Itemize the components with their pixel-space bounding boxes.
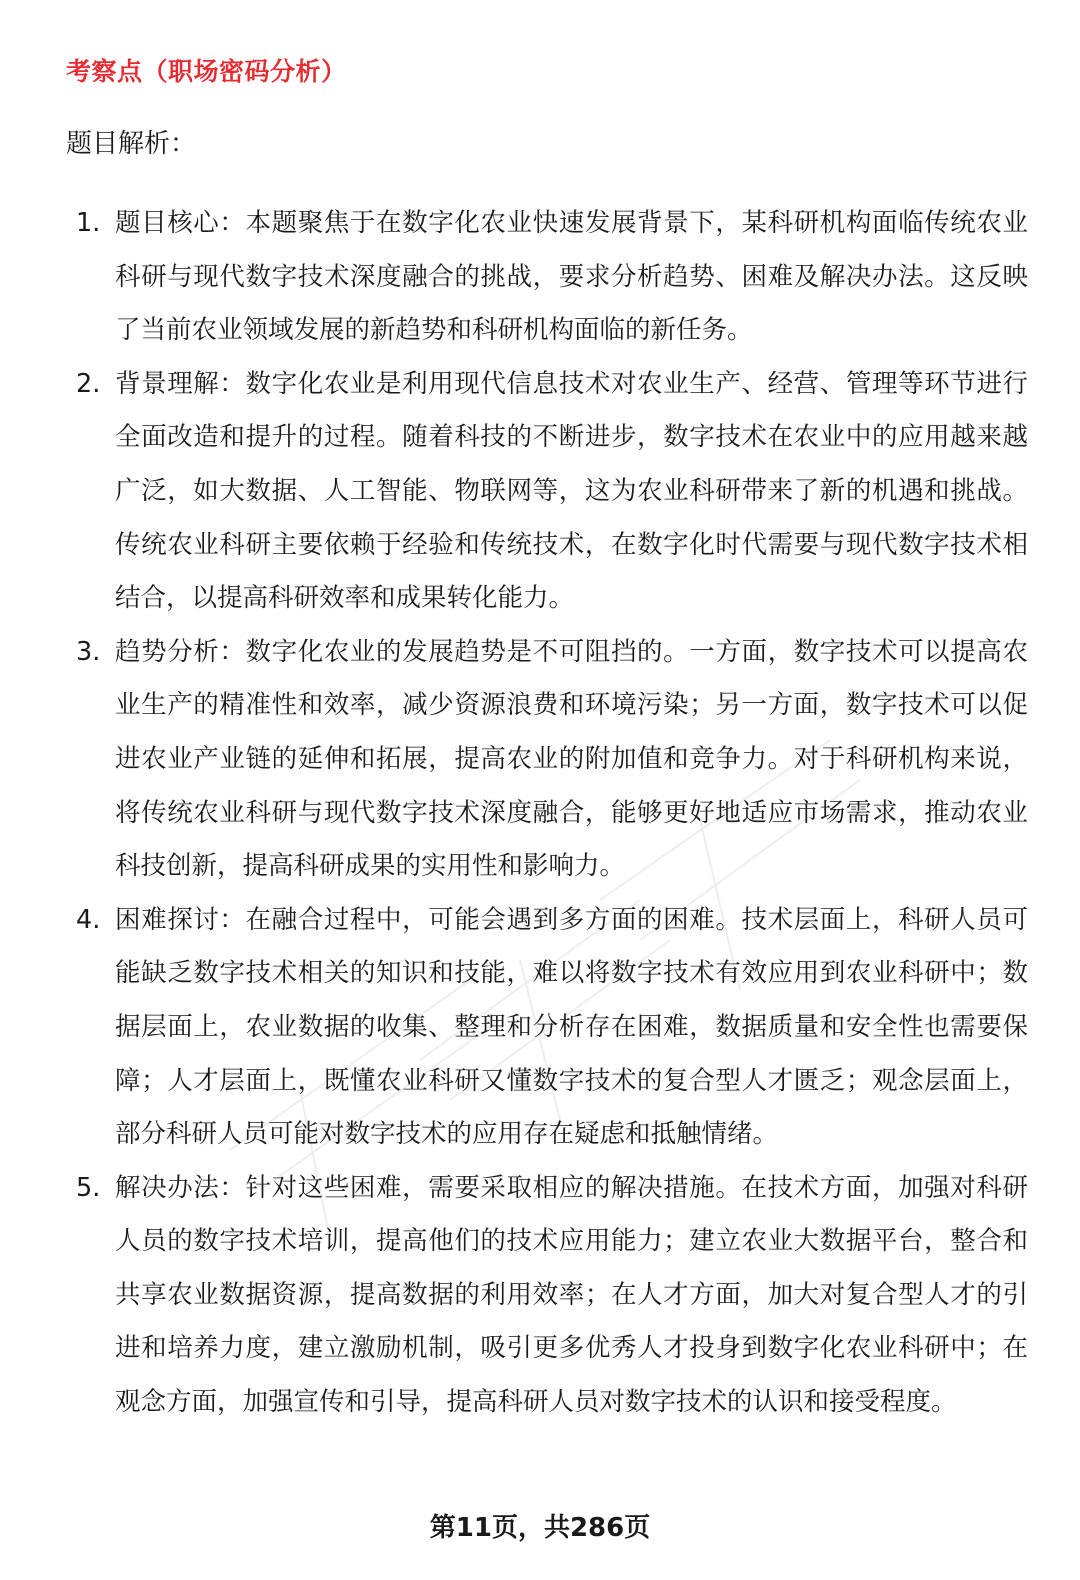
list-item-text: 趋势分析：数字化农业的发展趋势是不可阻挡的。一方面，数字技术可以提高农业生产的精准性和效率，减少资源浪费和环境污染；另一方面，数字技术可以促进农业产业链的延伸和拓展，提高农业的附加值和竞争力。对于科研机构来说，将传统农业科研与现代数字技术深度融合，能够更好地适应市场需求，推动农业科技创新，提高科研成果的实用性和影响力。 — [115, 636, 1028, 882]
list-item — [0, 626, 1028, 894]
list-item-number: 1. — [76, 208, 101, 238]
list-item-number: 5. — [76, 1172, 101, 1203]
list-item — [0, 197, 1028, 358]
list-item-number: 4. — [76, 904, 101, 935]
list-item-text: 困难探讨：在融合过程中，可能会遇到多方面的困难。技术层面上，科研人员可能缺乏数字技术相关的知识和技能，难以将数字技术有效应用到农业科研中；数据层面上，农业数据的收集、整理和分析存在困难，数据质量和安全性也需要保障；人才层面上，既懂农业科研又懂数字技术的复合型人才匮乏；观念层面上，部分科研人员可能对数字技术的应用存在疑虑和抵触情绪。 — [115, 904, 1028, 1150]
list-item — [0, 894, 1028, 1162]
list-item-text: 题目核心：本题聚焦于在数字化农业快速发展背景下，某科研机构面临传统农业科研与现代数字技术深度融合的挑战，要求分析趋势、困难及解决办法。这反映了当前农业领域发展的新趋势和科研机构面临的新任务。 — [115, 208, 1028, 346]
list-item-text: 背景理解：数字化农业是利用现代信息技术对农业生产、经营、管理等环节进行全面改造和提升的过程。随着科技的不断进步，数字技术在农业中的应用越来越广泛，如大数据、人工智能、物联网等，这为农业科研带来了新的机遇和挑战。传统农业科研主要依赖于经验和传统技术，在数字化时代需要与现代数字技术相结合，以提高科研效率和成果转化能力。 — [115, 368, 1028, 614]
list-item-text: 解决办法：针对这些困难，需要采取相应的解决措施。在技术方面，加强对科研人员的数字技术培训，提高他们的技术应用能力；建立农业大数据平台，整合和共享农业数据资源，提高数据的利用效率；在人才方面，加大对复合型人才的引进和培养力度，建立激励机制，吸引更多优秀人才投身到数字化农业科研中；在观念方面，加强宣传和引导，提高科研人员对数字技术的认识和接受程度。 — [115, 1172, 1028, 1418]
analysis-subtitle: 题目解析： — [66, 129, 197, 159]
page-number-footer: 第11页，共286页 — [429, 1513, 651, 1543]
list-item-number: 2. — [76, 368, 101, 399]
list-item — [0, 1162, 1028, 1430]
analysis-list — [0, 197, 1080, 1430]
list-item — [0, 358, 1028, 626]
list-item-number: 3. — [76, 636, 101, 667]
section-title: 考察点（职场密码分析） — [66, 57, 347, 86]
